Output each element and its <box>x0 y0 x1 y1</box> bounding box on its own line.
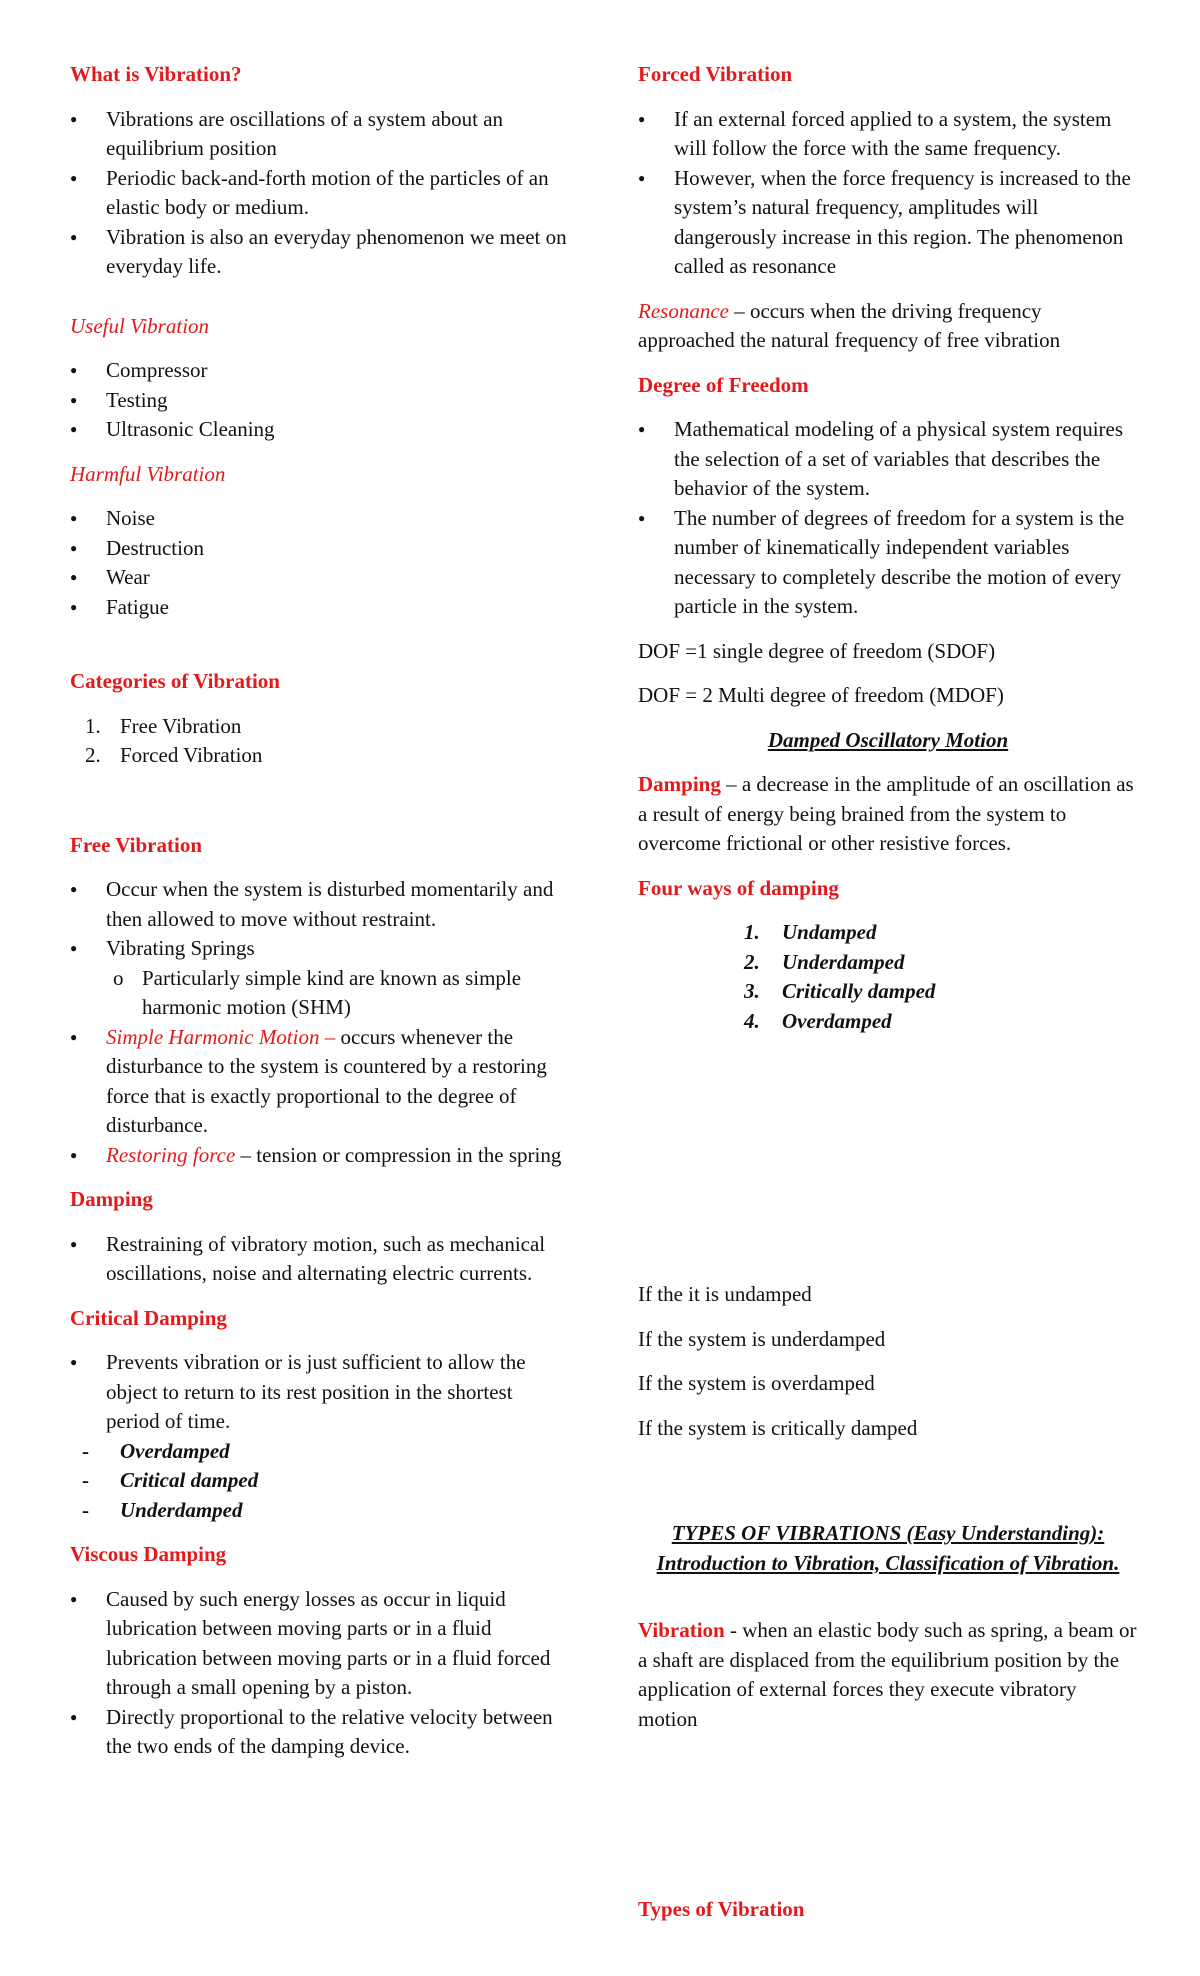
forced-list <box>638 105 1138 282</box>
dof-line-2: DOF = 2 Multi degree of freedom (MDOF) <box>638 683 1004 707</box>
list-item: ● Destruction <box>70 534 570 564</box>
list-item: 2. Underdamped <box>744 949 905 974</box>
list-item: ● Mathematical modeling of a physical system requires the selection of a set of variables that describes the behavior of the system. <box>638 415 1138 504</box>
four-ways-list <box>638 918 1138 1036</box>
list-item: ● However, when the force frequency is increased to the system’s natural frequency, amplitudes will dangerously increase in this region. The phenomenon called as resonance <box>638 164 1138 282</box>
right-column <box>638 60 1138 1921</box>
list-item: ● Compressor <box>70 356 570 386</box>
heading-damped-oscillatory-motion: Damped Oscillatory Motion <box>767 727 1009 752</box>
list-item: ● Periodic back-and-forth motion of the particles of an elastic body or medium. <box>70 164 570 223</box>
if-line: If the it is undamped <box>638 1282 812 1306</box>
list-item: 1. Free Vibration <box>85 713 242 738</box>
list-item: ● Restoring force – tension or compression in the spring <box>70 1141 570 1171</box>
heading-types-of-vibrations: TYPES OF VIBRATIONS (Easy Understanding): Introduction to Vibration, Classification of Vibration. <box>656 1521 1120 1575</box>
heading-damping: Damping <box>70 1187 153 1211</box>
heading-useful-vibration: Useful Vibration <box>70 313 210 338</box>
list-item: ● Vibrations are oscillations of a system about an equilibrium position <box>70 105 570 164</box>
list-item: ● Vibration is also an everyday phenomenon we meet on everyday life. <box>70 223 570 282</box>
heading-viscous-damping: Viscous Damping <box>70 1542 227 1566</box>
if-line: If the system is critically damped <box>638 1415 918 1440</box>
list-item: 2. Forced Vibration <box>85 743 263 767</box>
heading-what-is-vibration: What is Vibration? <box>70 62 242 86</box>
damping-definition: Damping – a decrease in the amplitude of an oscillation as a result of energy being brained from the system to overcome frictional or other resistive forces. <box>638 772 1134 855</box>
heading-four-ways-damping: Four ways of damping <box>638 875 839 900</box>
heading-categories: Categories of Vibration <box>70 669 280 693</box>
heading-forced-vibration: Forced Vibration <box>638 62 793 86</box>
list-item: ● Prevents vibration or is just sufficient to allow the object to return to its rest position in the shortest period of time. <box>70 1348 570 1437</box>
useful-list <box>70 356 570 445</box>
heading-free-vibration: Free Vibration <box>70 832 203 857</box>
list-item: ● Ultrasonic Cleaning <box>70 415 570 445</box>
critical-dash-list <box>70 1437 570 1526</box>
list-item: ● The number of degrees of freedom for a system is the number of kinematically independent variables necessary to completely describe the motion of every particle in the system. <box>638 504 1138 622</box>
sub-list-item: o Particularly simple kind are known as simple harmonic motion (SHM) <box>70 964 570 1023</box>
viscous-list <box>70 1585 570 1762</box>
list-item: ● Restraining of vibratory motion, such as mechanical oscillations, noise and alternating electric currents. <box>70 1230 570 1289</box>
what-list <box>70 105 570 282</box>
list-item: ● Directly proportional to the relative velocity between the two ends of the damping device. <box>70 1703 570 1762</box>
heading-critical-damping: Critical Damping <box>70 1305 227 1330</box>
vibration-definition: Vibration - when an elastic body such as spring, a beam or a shaft are displaced from the equilibrium position by the application of external forces they execute vibratory motion <box>638 1618 1137 1731</box>
list-item: ● If an external forced applied to a system, the system will follow the force with the same frequency. <box>638 105 1138 164</box>
harmful-list <box>70 504 570 622</box>
list-item: ● Fatigue <box>70 593 570 623</box>
list-item: 4. Overdamped <box>744 1008 892 1033</box>
critical-list <box>70 1348 570 1437</box>
if-line: If the system is underdamped <box>638 1326 886 1351</box>
heading-types-of-vibration: Types of Vibration <box>638 1897 805 1921</box>
list-item: ● Occur when the system is disturbed momentarily and then allowed to move without restraint. <box>70 875 570 934</box>
if-lines <box>638 1280 1138 1443</box>
heading-harmful-vibration: Harmful Vibration <box>70 461 226 486</box>
dof-list <box>638 415 1138 622</box>
list-item: 1. Undamped <box>744 920 877 944</box>
list-item: - Underdamped <box>70 1496 570 1526</box>
heading-degree-of-freedom: Degree of Freedom <box>638 372 809 397</box>
list-item: ● Testing <box>70 386 570 416</box>
list-item: 3. Critically damped <box>744 979 936 1003</box>
damping-list <box>70 1230 570 1289</box>
list-item: ● Wear <box>70 563 570 593</box>
left-column <box>70 60 570 1762</box>
resonance-paragraph: Resonance – occurs when the driving frequency approached the natural frequency of free vibration <box>638 298 1061 352</box>
list-item: ● Caused by such energy losses as occur in liquid lubrication between moving parts or in a fluid lubrication between moving parts or in a fluid forced through a small opening by a piston. <box>70 1585 570 1703</box>
list-item: ● Noise <box>70 504 570 534</box>
list-item: ● Simple Harmonic Motion – occurs whenever the disturbance to the system is countered by a restoring force that is exactly proportional to the degree of disturbance. <box>70 1023 570 1141</box>
categories-list <box>70 712 570 771</box>
list-item: - Overdamped <box>70 1437 570 1467</box>
list-item: - Critical damped <box>70 1466 570 1496</box>
dof-line-1: DOF =1 single degree of freedom (SDOF) <box>638 638 996 663</box>
free-list <box>70 875 570 1170</box>
list-item: ● Vibrating Springs o Particularly simple kind are known as simple harmonic motion (SHM) <box>70 934 570 1023</box>
if-line: If the system is overdamped <box>638 1371 875 1395</box>
sub-list <box>70 964 570 1023</box>
